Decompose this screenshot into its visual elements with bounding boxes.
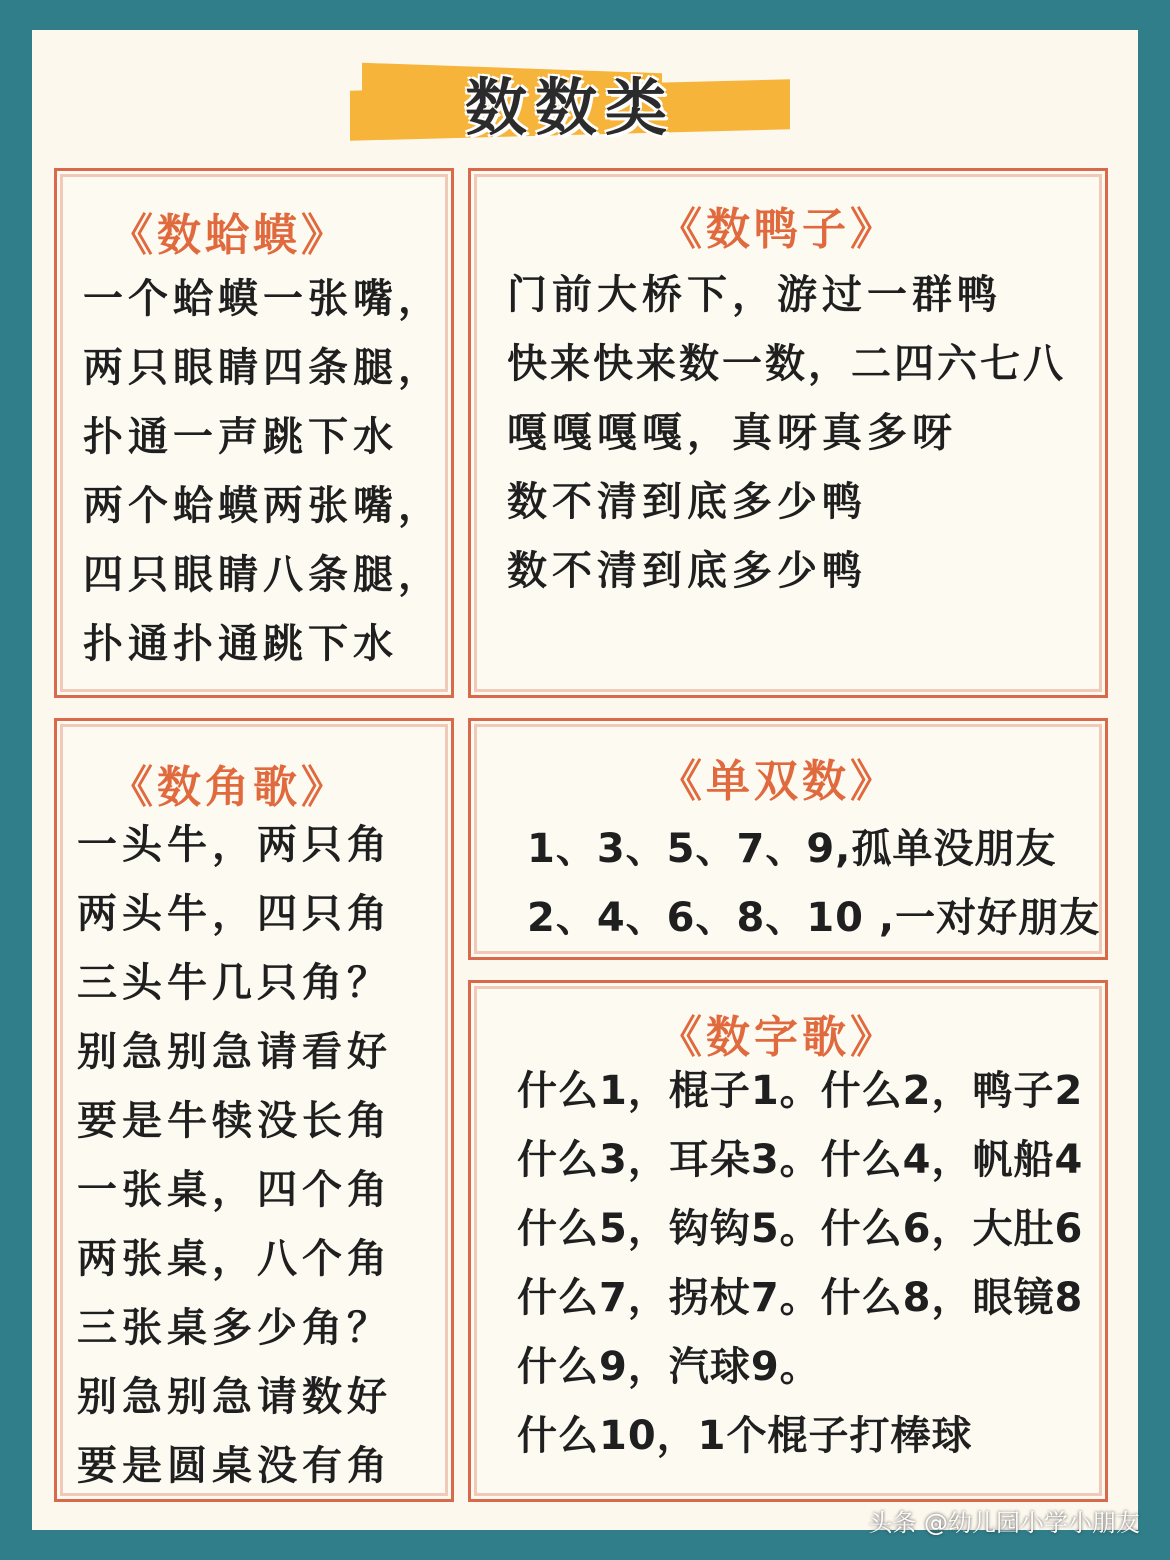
rhyme-lines	[527, 815, 1100, 953]
poem-line: 别急别急请数好	[77, 1374, 392, 1420]
poem-line: 两个蛤蟆两张嘴，	[83, 483, 443, 529]
song-line: 什么1，棍子1。什么2，鸭子2	[517, 1068, 1084, 1114]
card-title: 《单双数》	[658, 756, 898, 807]
poem-line: 要是圆桌没有角	[77, 1443, 392, 1489]
poem-line: 一头牛，两只角	[77, 822, 392, 868]
poem-lines	[77, 811, 392, 1501]
card-counting-horns	[54, 718, 454, 1502]
page-title: 数数类	[464, 71, 675, 144]
card-title: 《数角歌》	[109, 762, 349, 813]
poem-line: 三头牛几只角？	[77, 960, 392, 1006]
card-odd-even	[468, 718, 1108, 960]
poem-line: 一个蛤蟆一张嘴，	[83, 276, 443, 322]
poem-lines	[507, 261, 1066, 606]
card-title: 《数鸭子》	[658, 204, 898, 255]
song-line: 什么7，拐杖7。什么8，眼镜8	[517, 1275, 1084, 1321]
poem-line: 要是牛犊没长角	[77, 1098, 392, 1144]
song-lines	[517, 1057, 1083, 1471]
song-line: 什么10，1个棍子打棒球	[517, 1413, 973, 1459]
poem-line: 两张桌，八个角	[77, 1236, 392, 1282]
poem-line: 一张桌，四个角	[77, 1167, 392, 1213]
song-line: 什么9，汽球9。	[517, 1344, 821, 1390]
poem-line: 数不清到底多少鸭	[507, 548, 867, 594]
poem-line: 两头牛，四只角	[77, 891, 392, 937]
poem-lines	[83, 265, 443, 679]
card-count-toads	[54, 168, 454, 698]
poem-line: 扑通一声跳下水	[83, 414, 398, 460]
rhyme-line: 1、3、5、7、9,孤单没朋友	[527, 826, 1057, 872]
page-title-banner	[350, 50, 790, 150]
poem-line: 两只眼睛四条腿，	[83, 345, 443, 391]
poem-line: 三张桌多少角？	[77, 1305, 392, 1351]
song-line: 什么3，耳朵3。什么4，帆船4	[517, 1137, 1084, 1183]
poem-line: 门前大桥下，游过一群鸭	[507, 272, 1002, 318]
song-line: 什么5，钩钩5。什么6，大肚6	[517, 1206, 1084, 1252]
poem-line: 四只眼睛八条腿，	[83, 552, 443, 598]
card-title: 《数字歌》	[658, 1012, 898, 1063]
poem-line: 嘎嘎嘎嘎，真呀真多呀	[507, 410, 957, 456]
poem-line: 数不清到底多少鸭	[507, 479, 867, 525]
rhyme-line: 2、4、6、8、10 ,一对好朋友	[527, 895, 1101, 941]
poem-line: 别急别急请看好	[77, 1029, 392, 1075]
source-watermark: 头条 @幼儿园小学小朋友	[868, 1509, 1140, 1537]
card-count-ducks	[468, 168, 1108, 698]
card-title: 《数蛤蟆》	[109, 210, 349, 261]
card-number-song	[468, 980, 1108, 1502]
poem-line: 快来快来数一数，二四六七八	[507, 341, 1066, 387]
poem-line: 扑通扑通跳下水	[83, 621, 398, 667]
